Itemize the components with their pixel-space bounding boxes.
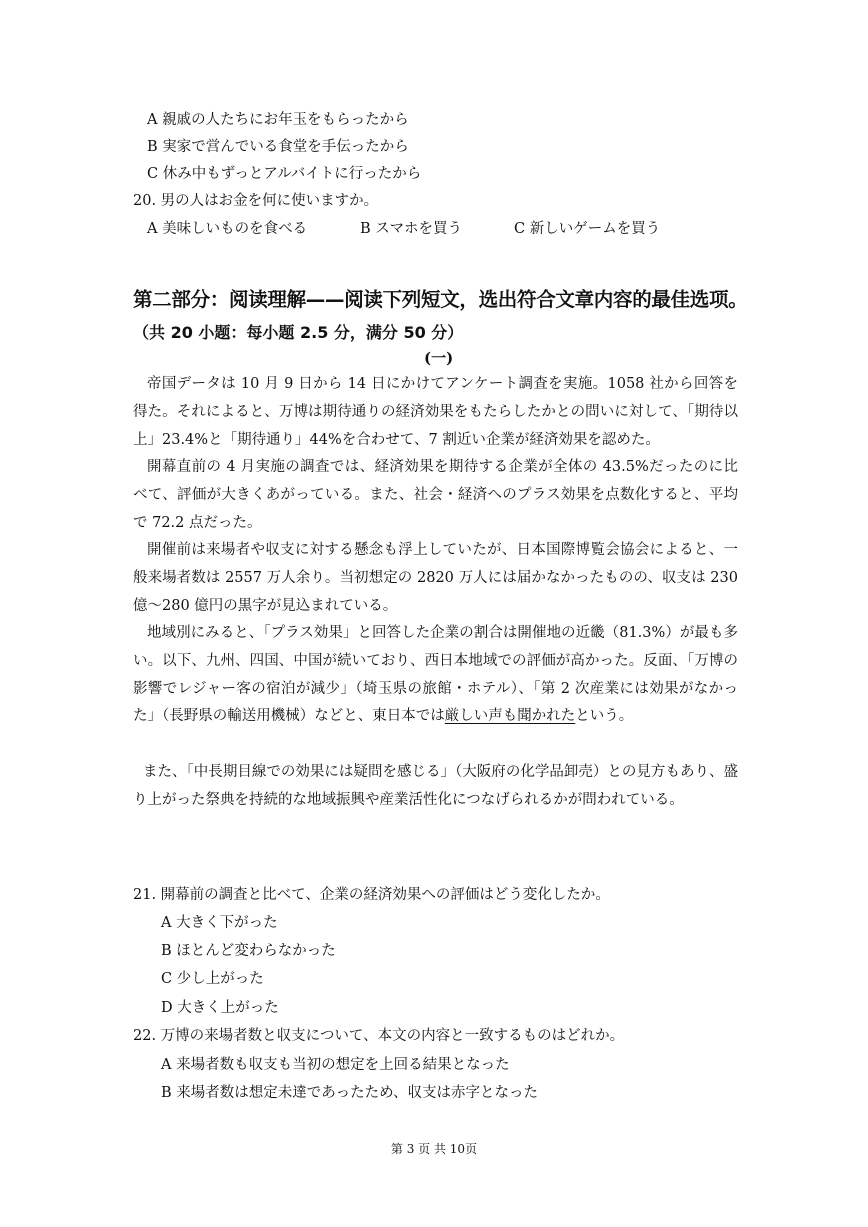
q19-option-a: A 親戚の人たちにお年玉をもらったから [147, 112, 409, 128]
q20-question: 20. 男の人はお金を何に使いますか。 [133, 193, 379, 209]
q21-question: 21. 開幕前の調査と比べて、企業の経済効果への評価はどう変化したか。 [133, 887, 610, 903]
q20-option-c: C 新しいゲームを買う [514, 221, 661, 237]
underlined-phrase: 厳しい声も聞かれた [444, 708, 576, 725]
paragraph-4-text: 地域別にみると、「プラス効果」と回答した企業の割合は開催地の近畿（81.3%）が最も多い。以下、九州、四国、中国が続いており、西日本地域での評価が高かった。反面、「万博の影響でレジャー客の宿泊が減少」（埼玉県の旅館・ホテル）、「第 2 次産業には効果がなかった」（長野県の輸送用機械）などと、東日本では [133, 625, 738, 725]
q21-option-a: A 大きく下がった [161, 915, 278, 931]
page-footer: 第 3 页 共 10页 [390, 1142, 478, 1156]
section-title: 第二部分：阅读理解——阅读下列短文，选出符合文章内容的最佳选项。 [133, 288, 748, 311]
q20-option-a: A 美味しいものを食べる [147, 221, 308, 237]
paragraph-4-end: という。 [575, 708, 634, 725]
q21-option-c: C 少し上がった [161, 971, 264, 987]
q21-option-d: D 大きく上がった [161, 1000, 279, 1016]
q22-option-a: A 来場者数も収支も当初の想定を上回る結果となった [161, 1057, 510, 1073]
q19-option-c: C 休み中もずっとアルバイトに行ったから [147, 166, 422, 182]
passage-paragraph-2: 開幕直前の 4 月実施の調査では、経済効果を期待する企業が全体の 43.5%だったのに比べて、評価が大きくあがっている。また、社会・経済へのプラス効果を点数化すると、平均で 72.2 点だった。 [133, 459, 738, 531]
passage-paragraph-5: また、「中長期目線での効果には疑問を感じる」（大阪府の化学品卸売）との見方もあり、盛り上がった祭典を持続的な地域振興や産業活性化につなげられるかが問われている。 [133, 764, 738, 808]
passage-paragraph-1: 帝国データは 10 月 9 日から 14 日にかけてアンケート調査を実施。1058 社から回答を得た。それによると、万博は期待通りの経済効果をもたらしたかとの問いに対して、「期待以上」23.4%と「期待通り」44%を合わせて、7 割近い企業が経済効果を認めた。 [133, 376, 738, 448]
passage-paragraph-3: 開催前は来場者や収支に対する懸念も浮上していたが、日本国際博覧会協会によると、一般来場者数は 2557 万人余り。当初想定の 2820 万人には届かなかったものの、収支は 230 億～280 億円の黒字が見込まれている。 [133, 542, 738, 614]
q22-option-b: B 来場者数は想定未達であったため、収支は赤字となった [161, 1085, 539, 1101]
q19-option-b: B 実家で営んでいる食堂を手伝ったから [147, 139, 409, 155]
q21-option-b: B ほとんど変わらなかった [161, 943, 336, 959]
section-subtitle: （共 20 小题：每小题 2.5 分，满分 50 分） [133, 323, 464, 342]
passage-paragraph-4 [133, 620, 738, 731]
q20-options-row [147, 219, 660, 239]
part-number: (一) [424, 349, 454, 367]
q20-option-b: B スマホを買う [360, 221, 462, 237]
q22-question: 22. 万博の来場者数と収支について、本文の内容と一致するものはどれか。 [133, 1028, 625, 1044]
